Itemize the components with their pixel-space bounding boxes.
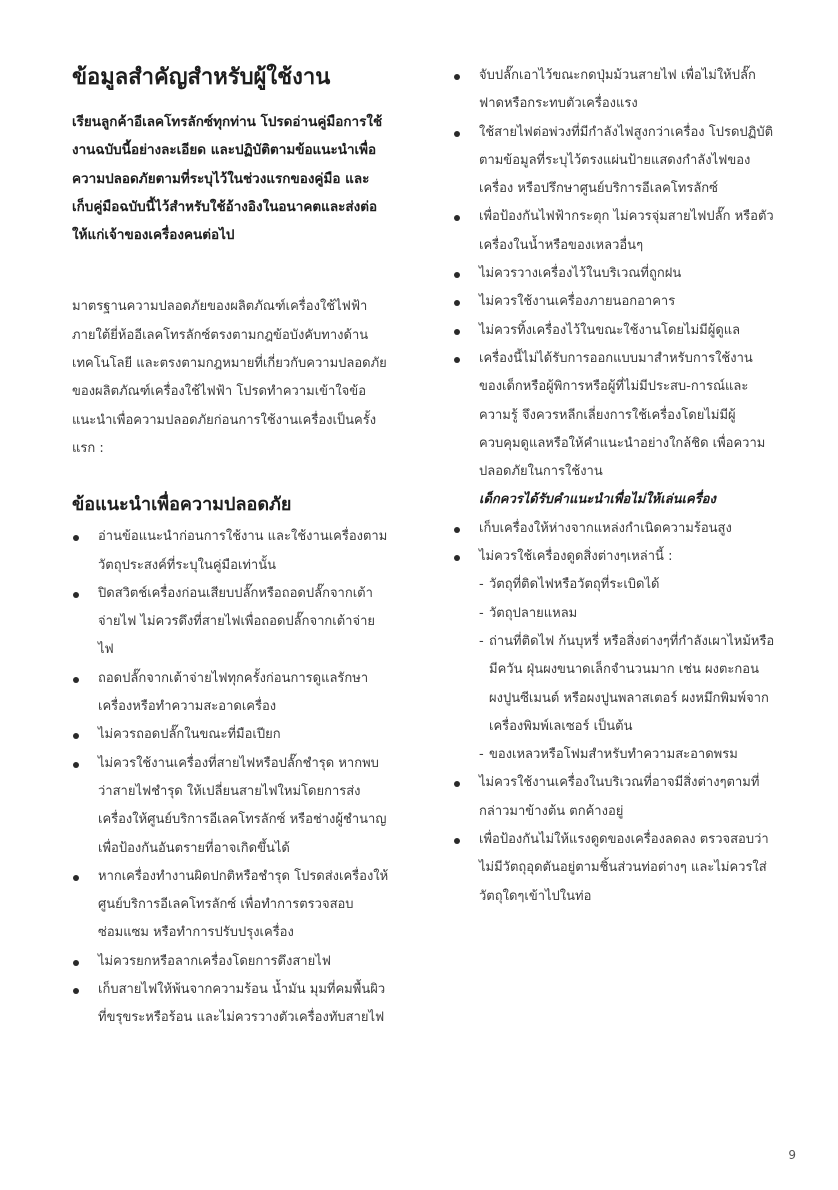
sub-item: - วัตถุที่ติดไฟหรือวัตถุที่ระเบิดได้ bbox=[479, 577, 660, 593]
list-item: เก็บสายไฟให้พ้นจากความร้อน น้ำมัน มุมที่คมพื้นผิวที่ขรุขระหรือร้อน และไม่ควรวางตัวเครื่องทับสายไฟ bbox=[72, 976, 390, 1033]
list-item: ใช้สายไฟต่อพ่วงที่มีกำลังไฟสูงกว่าเครื่อง โปรดปฏิบัติตามข้อมูลที่ระบุไว้ตรงแผ่นป้ายแสดงกำลังไฟของเครื่อง หรือปรึกษาศูนย์บริการอีเลคโทรลักซ์ bbox=[453, 119, 775, 204]
child-warning: เด็กควรได้รับคำแนะนำเพื่อไม่ให้เล่นเครื่อง bbox=[479, 492, 716, 508]
list-item: ไม่ควรวางเครื่องไว้ในบริเวณที่ถูกฝน bbox=[453, 260, 775, 288]
bullet-icon bbox=[454, 272, 460, 278]
bullet-icon bbox=[73, 988, 79, 994]
sub-item: - ถ่านที่ติดไฟ ก้นบุหรี่ หรือสิ่งต่างๆที่กำลังเผาไหม้หรือมีควัน ฝุ่นผงขนาดเล็กจำนวนมาก เช่น ผงตะกอน ผงปูนซีเมนต์ หรือผงปูนพลาสเตอร์ ผงหมึกพิมพ์จากเครื่องพิมพ์เลเซอร์ เป็นต้น bbox=[479, 633, 775, 734]
bullet-icon bbox=[73, 733, 79, 739]
sub-item: - ของเหลวหรือโฟมสำหรับทำความสะอาดพรม bbox=[479, 747, 738, 763]
sub-list bbox=[453, 571, 775, 769]
list-item: เครื่องนี้ไม่ได้รับการออกแบบมาสำหรับการใช้งานของเด็กหรือผู้พิการหรือผู้ที่ไม่มีประสบ-การณ์และความรู้ จึงควรหลีกเลี่ยงการใช้เครื่องโดยไม่มีผู้ควบคุมดูแลหรือให้คำแนะนำอย่างใกล้ชิด เพื่อความปลอดภัยในการใช้งาน bbox=[453, 345, 775, 486]
standards-paragraph: มาตรฐานความปลอดภัยของผลิตภัณฑ์เครื่องใช้ไฟฟ้าภายใต้ยี่ห้ออีเลคโทรลักซ์ตรงตามกฎข้อบังคับทางด้านเทคโนโลยี และตรงตามกฎหมายที่เกี่ยวกับความปลอดภัยของผลิตภัณฑ์เครื่องใช้ไฟฟ้า โปรดทำความเข้าใจข้อแนะนำเพื่อความปลอดภัยก่อนการใช้งานเครื่องเป็นครั้งแรก : bbox=[72, 299, 387, 456]
bullet-icon bbox=[454, 357, 460, 363]
list-item: ไม่ควรใช้งานเครื่องที่สายไฟหรือปลั๊กชำรุด หากพบว่าสายไฟชำรุด ให้เปลี่ยนสายไฟใหม่โดยการส่งเครื่องให้ศูนย์บริการอีเลคโทรลักซ์ หรือช่างผู้ชำนาญ เพื่อป้องกันอันตรายที่อาจเกิดขึ้นได้ bbox=[72, 750, 390, 863]
bullet-icon bbox=[454, 527, 460, 533]
bullet-icon bbox=[454, 329, 460, 335]
list-item: เพื่อป้องกันไฟฟ้ากระตุก ไม่ควรจุ่มสายไฟปลั๊ก หรือตัวเครื่องในน้ำหรือของเหลวอื่นๆ bbox=[453, 203, 775, 260]
bullet-icon bbox=[73, 875, 79, 881]
list-item: ไม่ควรใช้งานเครื่องภายนอกอาคาร bbox=[453, 288, 775, 316]
safety-heading: ข้อแนะนำเพื่อความปลอดภัย bbox=[72, 494, 292, 516]
list-item: ไม่ควรใช้งานเครื่องในบริเวณที่อาจมีสิ่งต่างๆตามที่กล่าวมาข้างต้น ตกค้างอยู่ bbox=[453, 769, 775, 826]
list-item: อ่านข้อแนะนำก่อนการใช้งาน และใช้งานเครื่องตามวัตถุประสงค์ที่ระบุในคู่มือเท่านั้น bbox=[72, 523, 390, 580]
list-item: ถอดปลั๊กจากเต้าจ่ายไฟทุกครั้งก่อนการดูแลรักษาเครื่องหรือทำความสะอาดเครื่อง bbox=[72, 665, 390, 722]
bullet-icon bbox=[454, 300, 460, 306]
intro-text: เรียนลูกค้าอีเลคโทรลักซ์ทุกท่าน โปรดอ่านคู่มือการใช้งานฉบับนี้อย่างละเอียด และปฏิบัติตามข้อแนะนำเพื่อความปลอดภัยตามที่ระบุไว้ในช่วงแรกของคู่มือ และเก็บคู่มือฉบับนี้ไว้สำหรับใช้อ้างอิงในอนาคตและส่งต่อให้แก่เจ้าของเครื่องคนต่อไป bbox=[72, 114, 383, 244]
safety-list-end bbox=[453, 769, 775, 910]
bullet-icon bbox=[73, 960, 79, 966]
list-item: ไม่ควรยกหรือลากเครื่องโดยการดึงสายไฟ bbox=[72, 948, 390, 976]
bullet-icon bbox=[454, 838, 460, 844]
list-item: เพื่อป้องกันไม่ให้แรงดูดของเครื่องลดลง ตรวจสอบว่าไม่มีวัตถุอุดตันอยู่ตามชิ้นส่วนท่อต่างๆ และไม่ควรใส่วัตถุใดๆเข้าไปในท่อ bbox=[453, 826, 775, 911]
left-column bbox=[72, 62, 390, 1033]
page-title: ข้อมูลสำคัญสำหรับผู้ใช้งาน bbox=[72, 65, 331, 90]
list-item: จับปลั๊กเอาไว้ขณะกดปุ่มม้วนสายไฟ เพื่อไม่ให้ปลั๊กฟาดหรือกระทบตัวเครื่องแรง bbox=[453, 62, 775, 119]
list-item: ไม่ควรทิ้งเครื่องไว้ในขณะใช้งานโดยไม่มีผู้ดูแล bbox=[453, 317, 775, 345]
bullet-icon bbox=[454, 131, 460, 137]
bullet-icon bbox=[454, 781, 460, 787]
bullet-icon bbox=[73, 677, 79, 683]
list-item: ไม่ควรถอดปลั๊กในขณะที่มือเปียก bbox=[72, 721, 390, 749]
list-item: หากเครื่องทำงานผิดปกติหรือชำรุด โปรดส่งเครื่องให้ศูนย์บริการอีเลคโทรลักซ์ เพื่อทำการตรวจสอบ ซ่อมแซม หรือทำการปรับปรุงเครื่อง bbox=[72, 863, 390, 948]
list-item: เก็บเครื่องให้ห่างจากแหล่งกำเนิดความร้อนสูง bbox=[453, 515, 775, 543]
bullet-icon bbox=[73, 535, 79, 541]
list-item: ไม่ควรใช้เครื่องดูดสิ่งต่างๆเหล่านี้ : bbox=[453, 543, 775, 571]
sub-item: - วัตถุปลายแหลม bbox=[479, 605, 578, 621]
bullet-icon bbox=[73, 592, 79, 598]
bullet-icon bbox=[454, 215, 460, 221]
safety-list bbox=[72, 523, 390, 1032]
list-item: ปิดสวิตช์เครื่องก่อนเสียบปลั๊กหรือถอดปลั๊กจากเต้าจ่ายไฟ ไม่ควรดึงที่สายไฟเพื่อถอดปลั๊กจากเต้าจ่ายไฟ bbox=[72, 580, 390, 665]
bullet-icon bbox=[73, 762, 79, 768]
right-column bbox=[453, 62, 775, 911]
bullet-icon bbox=[454, 74, 460, 80]
safety-list-continued bbox=[453, 62, 775, 571]
bullet-icon bbox=[454, 555, 460, 561]
page-number: 9 bbox=[788, 1148, 796, 1162]
